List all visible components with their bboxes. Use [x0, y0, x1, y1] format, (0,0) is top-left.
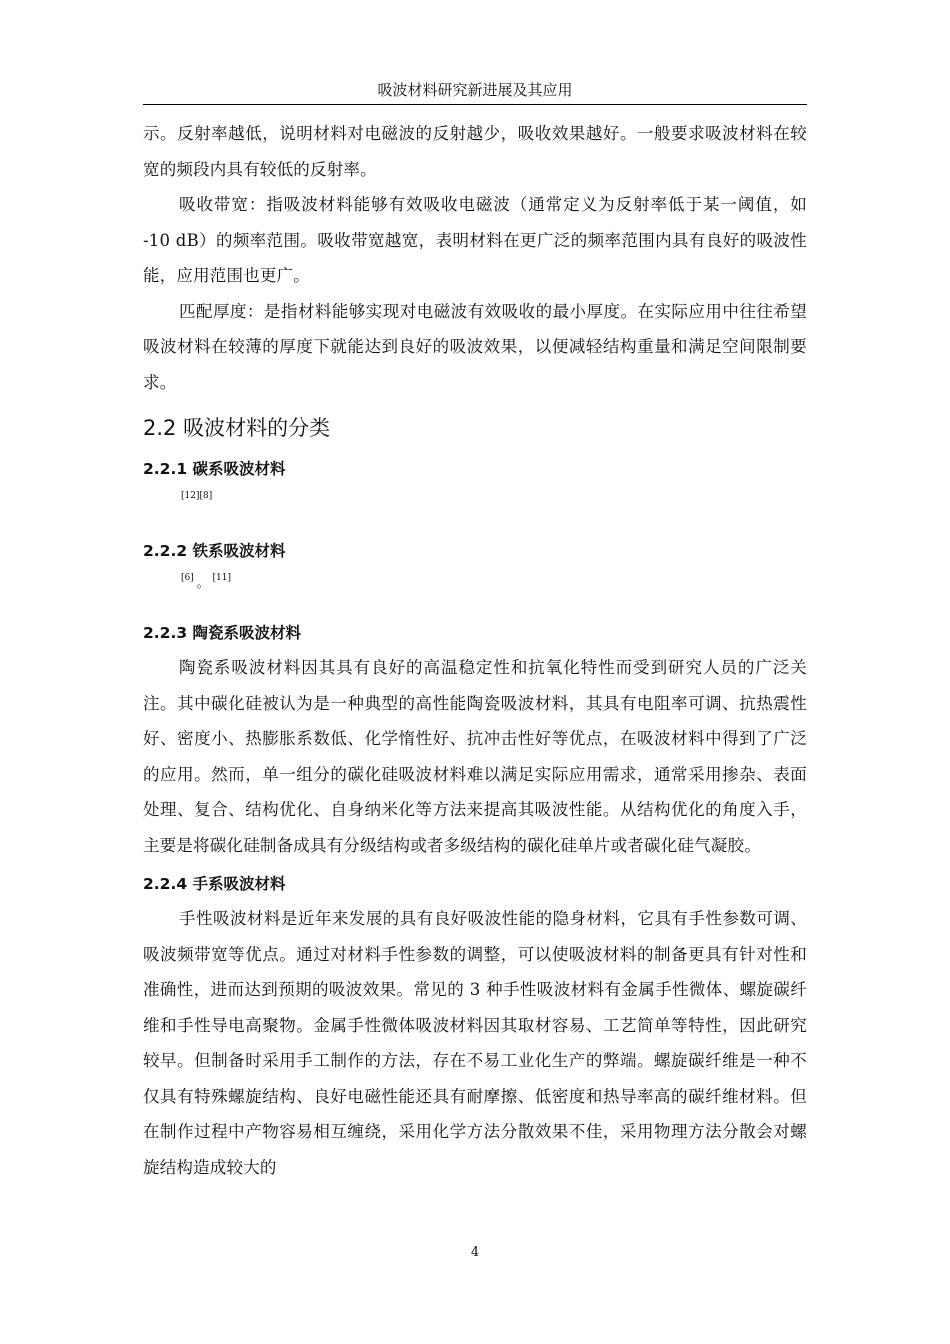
citation-line-carbon [181, 486, 807, 530]
subsection-heading-chiral: 2.2.4 手系吸波材料 [143, 875, 286, 893]
subsection-heading-carbon: 2.2.1 碳系吸波材料 [143, 460, 286, 478]
page-number: 4 [470, 1245, 480, 1260]
paragraph-absorption-bandwidth: 吸收带宽：指吸波材料能够有效吸收电磁波（通常定义为反射率低于某一阈值，如 -10 dB）的频率范围。吸收带宽越宽，表明材料在更广泛的频率范围内具有良好的吸波性能，应用范围也更广。 [143, 195, 807, 285]
citation-ref: [11] [212, 573, 231, 583]
page-body [143, 116, 807, 1185]
paragraph-ceramic: 陶瓷系吸波材料因其具有良好的高温稳定性和抗氧化特性而受到研究人员的广泛关注。其中碳化硅被认为是一种典型的高性能陶瓷吸波材料，其具有电阻率可调、抗热震性好、密度小、热膨胀系数低、化学惰性好、抗冲击性好等优点，在吸波材料中得到了广泛的应用。然而，单一组分的碳化硅吸波材料难以满足实际应用需求，通常采用掺杂、表面处理、复合、结构优化、自身纳米化等方法来提高其吸波性能。从结构优化的角度入手，主要是将碳化硅制备成具有分级结构或者多级结构的碳化硅单片或者碳化硅气凝胶。 [143, 658, 807, 855]
subsection-heading-ceramic: 2.2.3 陶瓷系吸波材料 [143, 624, 302, 642]
section-heading: 2.2 吸波材料的分类 [143, 416, 331, 440]
citation-ref: [12][8] [181, 491, 213, 501]
subsection-heading-iron: 2.2.2 铁系吸波材料 [143, 542, 286, 560]
citation-ref: [6] [181, 573, 194, 583]
punctuation-mark: 。 [196, 576, 210, 591]
paragraph-matching-thickness: 匹配厚度：是指材料能够实现对电磁波有效吸收的最小厚度。在实际应用中往往希望吸波材料在较薄的厚度下就能达到良好的吸波效果，以便减轻结构重量和满足空间限制要求。 [143, 301, 807, 392]
paragraph-chiral: 手性吸波材料是近年来发展的具有良好吸波性能的隐身材料，它具有手性参数可调、吸波频带宽等优点。通过对材料手性参数的调整，可以使吸波材料的制备更具有针对性和准确性，进而达到预期的吸波效果。常见的 3 种手性吸波材料有金属手性微体、螺旋碳纤维和手性导电高聚物。金属手性微体吸波材料因其取材容易、工艺简单等特性，因此研究较早。但制备时采用手工制作的方法，存在不易工业化生产的弊端。螺旋碳纤维是一种不仅具有特殊螺旋结构、良好电磁性能还具有耐摩擦、低密度和热导率高的碳纤维材料。但在制作过程中产物容易相互缠绕，采用化学方法分散效果不佳，采用物理方法分散会对螺旋结构造成较大的 [143, 909, 807, 1177]
running-header: 吸波材料研究新进展及其应用 [377, 81, 573, 99]
citation-line-iron [181, 568, 807, 612]
paragraph-reflectivity-end: 示。反射率越低，说明材料对电磁波的反射越少，吸收效果越好。一般要求吸波材料在较宽的频段内具有较低的反射率。 [143, 124, 807, 179]
header-divider [143, 104, 807, 105]
